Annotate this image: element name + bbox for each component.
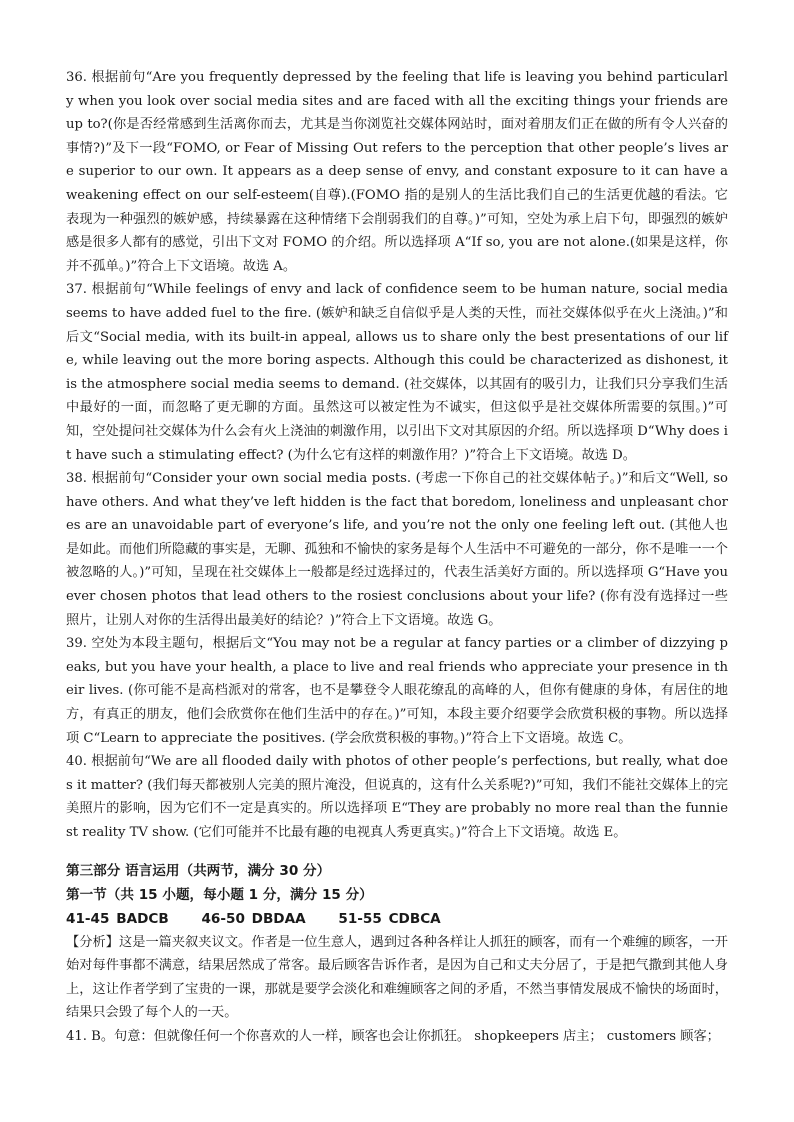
answer-group-46-50: 46-50 DBDAA [201, 910, 306, 927]
explanation-q37: 37. 根据前句“While feelings of envy and lack of confidence seem to be human nature, social media seems to have added fuel to the fire. (嫉妒和缺乏自信似乎是人类的天性，而社交媒体似乎在火上浇油。)”和后文“Social media, with its built-in appeal, allows us to share only the best presentations of our life, while leaving out the more boring aspects. Although this could be characterized as dishonest, it is the atmosphere social media seems to demand. (社交媒体，以其固有的吸引力，让我们只分享我们生活中最好的一面，而忽略了更无聊的方面。虽然这可以被定性为不诚实，但这似乎是社交媒体所需要的氛围。)”可知，空处提问社交媒体为什么会有火上浇油的刺激作用，以引出下文对其原因的介绍。所以选择项 D“Why does it have such a stimulating effect? (为什么它有这样的刺激作用？)”符合上下文语境。故选 D。 [66, 282, 728, 463]
answer-explanation-page [66, 66, 728, 1049]
passage-analysis: 【分析】这是一篇夹叙夹议文。作者是一位生意人，遇到过各种各样让人抓狂的顾客，而有一个难缠的顾客，一开始对每件事都不满意，结果居然成了常客。最后顾客告诉作者，是因为自己和丈夫分居了，于是把气撒到其他人身上，这让作者学到了宝贵的一课，那就是要学会淡化和难缠顾客之间的矛盾，不然当事情发展成不愉快的场面时，结果只会毁了每个人的一天。 [66, 934, 728, 1021]
answer-key [66, 907, 728, 931]
explanation-q39: 39. 空处为本段主题句，根据后文“You may not be a regular at fancy parties or a climber of dizzying peaks, but you have your health, a place to live and real friends who appreciate your presence in their lives. (你可能不是高档派对的常客，也不是攀登令人眼花缭乱的高峰的人，但你有健康的身体，有居住的地方，有真正的朋友，他们会欣赏你在他们生活中的存在。)”可知，本段主要介绍要学会欣赏积极的事物。所以选择项 C“Learn to appreciate the positives. (学会欣赏积极的事物。)”符合上下文语境。故选 C。 [66, 636, 728, 746]
section-subtitle: 第一节（共 15 小题，每小题 1 分，满分 15 分） [66, 886, 373, 903]
explanation-q38: 38. 根据前句“Consider your own social media posts. (考虑一下你自己的社交媒体帖子。)”和后文“Well, so have others. And what they’ve left hidden is the fact that boredom, loneliness and unpleasant chores are an unavoidable part of everyone’s life, and you’re not the only one feeling left out. (其他人也是如此。而他们所隐藏的事实是，无聊、孤独和不愉快的家务是每个人生活中不可避免的一部分，你不是唯一一个被忽略的人。)”可知，呈现在社交媒体上一般都是经过选择过的，代表生活美好方面的。所以选择项 G“Have you ever chosen photos that lead others to the rosiest conclusions about your life? (你有没有选择过一些照片，让别人对你的生活得出最美好的结论？)”符合上下文语境。故选 G。 [66, 471, 728, 628]
answer-group-41-45: 41-45 BADCB [66, 910, 169, 927]
answer-group-51-55: 51-55 CDBCA [338, 910, 441, 927]
explanation-q41: 41. B。句意：但就像任何一个你喜欢的人一样，顾客也会让你抓狂。 shopkeepers 店主； customers 顾客； [66, 1028, 720, 1044]
section-spacer [66, 845, 728, 859]
explanation-q36: 36. 根据前句“Are you frequently depressed by the feeling that life is leaving you behind particularly when you look over social media sites and are faced with all the exciting things your friends are up to?(你是否经常感到生活离你而去，尤其是当你浏览社交媒体网站时，面对着朋友们正在做的所有令人兴奋的事情?)”及下一段“FOMO, or Fear of Missing Out refers to the perception that other people’s lives are superior to our own. It appears as a deep sense of envy, and constant exposure to it can have a weakening effect on our self-esteem(自尊).(FOMO 指的是别人的生活比我们自己的生活更优越的看法。它表现为一种强烈的嫉妒感，持续暴露在这种情绪下会削弱我们的自尊。)”可知，空处为承上启下句，即强烈的嫉妒感是很多人都有的感觉，引出下文对 FOMO 的介绍。所以选择项 A“If so, you are not alone.(如果是这样，你并不孤单。)”符合上下文语境。故选 A。 [66, 70, 728, 274]
explanation-q40: 40. 根据前句“We are all flooded daily with photos of other people’s perfections, but really, what does it matter? (我们每天都被别人完美的照片淹没，但说真的，这有什么关系呢?)”可知，我们不能社交媒体上的完美照片的影响，因为它们不一定是真实的。所以选择项 E“They are probably no more real than the funniest reality TV show. (它们可能并不比最有趣的电视真人秀更真实。)”符合上下文语境。故选 E。 [66, 754, 728, 840]
section-title: 第三部分 语言运用（共两节，满分 30 分） [66, 862, 331, 879]
